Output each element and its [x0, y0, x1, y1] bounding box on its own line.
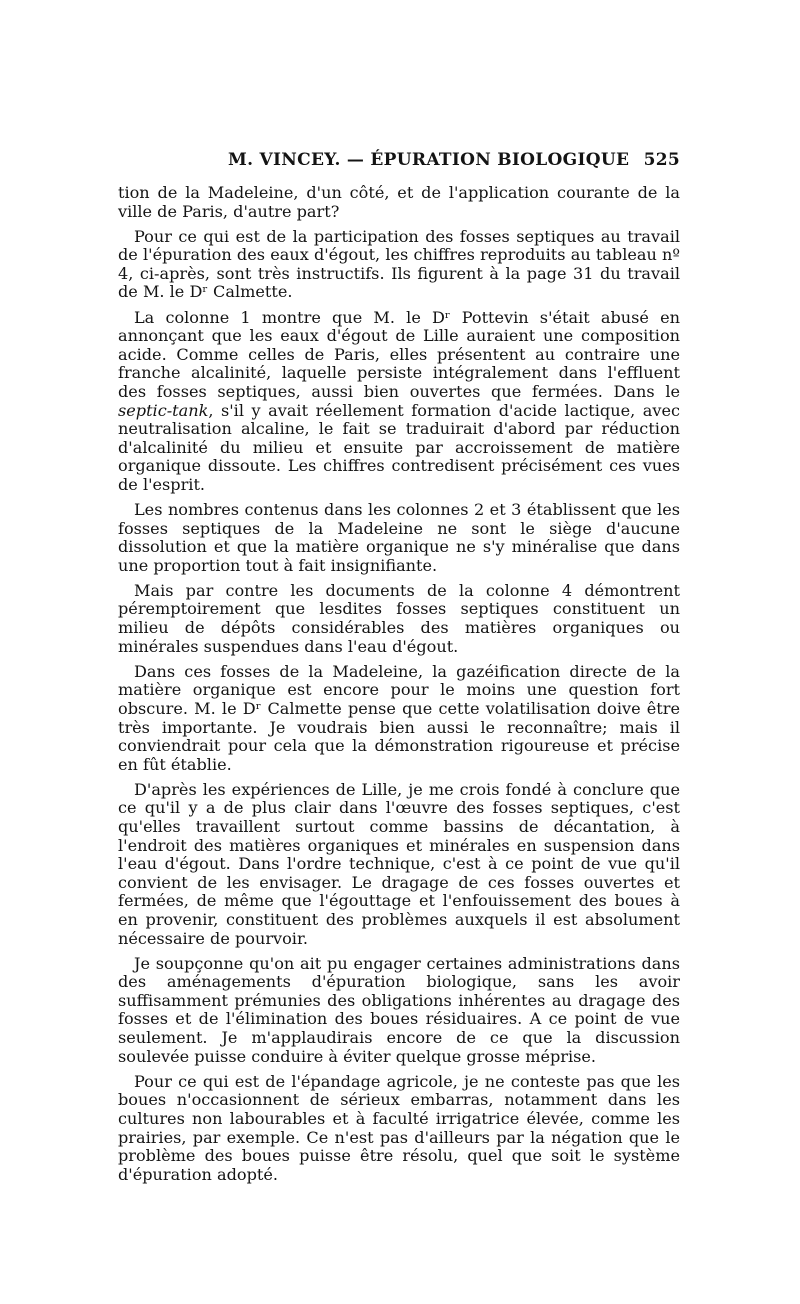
paragraph: Pour ce qui est de l'épandage agricole, je ne conteste pas que les boues n'occasionnent de sérieux embarras, notamment dans les cultures non labourables et à faculté irrigatrice élevée, comme les prairies, par exemple. Ce n'est pas d'ailleurs par la négation que le problème des boues puisse être résolu, quel que soit le système d'épuration adopté.: [118, 1071, 680, 1184]
paragraph-continued: tion de la Madeleine, d'un côté, et de l'application courante de la ville de Paris, d'autre part?: [118, 183, 680, 221]
paragraph: Dans ces fosses de la Madeleine, la gazéification directe de la matière organique est encore pour le moins une question fort obscure. M. le Dʳ Calmette pense que cette volatilisation doive être très importante. Je voudrais bien aussi le reconnaître; mais il conviendrait pour cela que la démonstration rigoureuse et précise en fût établie.: [118, 661, 680, 774]
paragraph: Je soupçonne qu'on ait pu engager certaines administrations dans des aménagements d'épuration biologique, sans les avoir suffisamment prémunies des obligations inhérentes au dragage des fosses et de l'élimination des boues résiduaires. A ce point de vue seulement. Je m'applaudirais encore de ce que la discussion soulevée puisse conduire à éviter quelque grosse méprise.: [118, 953, 680, 1066]
paragraph: [118, 309, 680, 495]
running-title: M. VINCEY. — ÉPURATION BIOLOGIQUE: [228, 150, 630, 170]
paragraph: D'après les expériences de Lille, je me crois fondé à conclure que ce qu'il y a de plus clair dans l'œuvre des fosses septiques, c'est qu'elles travaillent surtout comme bassins de décantation, à l'endroit des matières organiques et minérales en suspension dans l'eau d'égout. Dans l'ordre technique, c'est à ce point de vue qu'il convient de les envisager. Le dragage de ces fosses ouvertes et fermées, de même que l'égouttage et l'enfouissement des boues à en provenir, constituent des problèmes auxquels il est absolument nécessaire de pourvoir.: [118, 779, 680, 948]
page-number: 525: [643, 150, 680, 170]
paragraph: Les nombres contenus dans les colonnes 2 et 3 établissent que les fosses septiques de la Madeleine ne sont le siège d'aucune dissolution et que la matière organique ne s'y minéralise que dans une proportion tout à fait insignifiante.: [118, 500, 680, 575]
body-text: [118, 184, 680, 1191]
paragraph-text: , s'il y avait réellement formation d'acide lactique, avec neutralisation alcaline, le fait se traduirait d'abord par réduction d'alcalinité du milieu et ensuite par accroissement de matière organique dissoute. Les chiffres contredisent précisément ces vues de l'esprit.: [118, 400, 680, 494]
italic-term: septic-tank: [118, 400, 209, 420]
paragraph: Mais par contre les documents de la colonne 4 démontrent péremptoirement que lesdites fosses septiques constituent un milieu de dépôts considérables des matières organiques ou minérales suspendues dans l'eau d'égout.: [118, 580, 680, 656]
paragraph-text: La colonne 1 montre que M. le Dʳ Pottevin s'était abusé en annonçant que les eaux d'égout de Lille auraient une composition acide. Comme celles de Paris, elles présentent au contraire une franche alcalinité, laquelle persiste intégralement dans l'effluent des fosses septiques, aussi bien ouvertes que fermées. Dans le: [118, 307, 680, 401]
paragraph: Pour ce qui est de la participation des fosses septiques au travail de l'épuration des eaux d'égout, les chiffres reproduits au tableau nº 4, ci-après, sont très instructifs. Ils figurent à la page 31 du travail de M. le Dʳ Calmette.: [118, 226, 680, 302]
